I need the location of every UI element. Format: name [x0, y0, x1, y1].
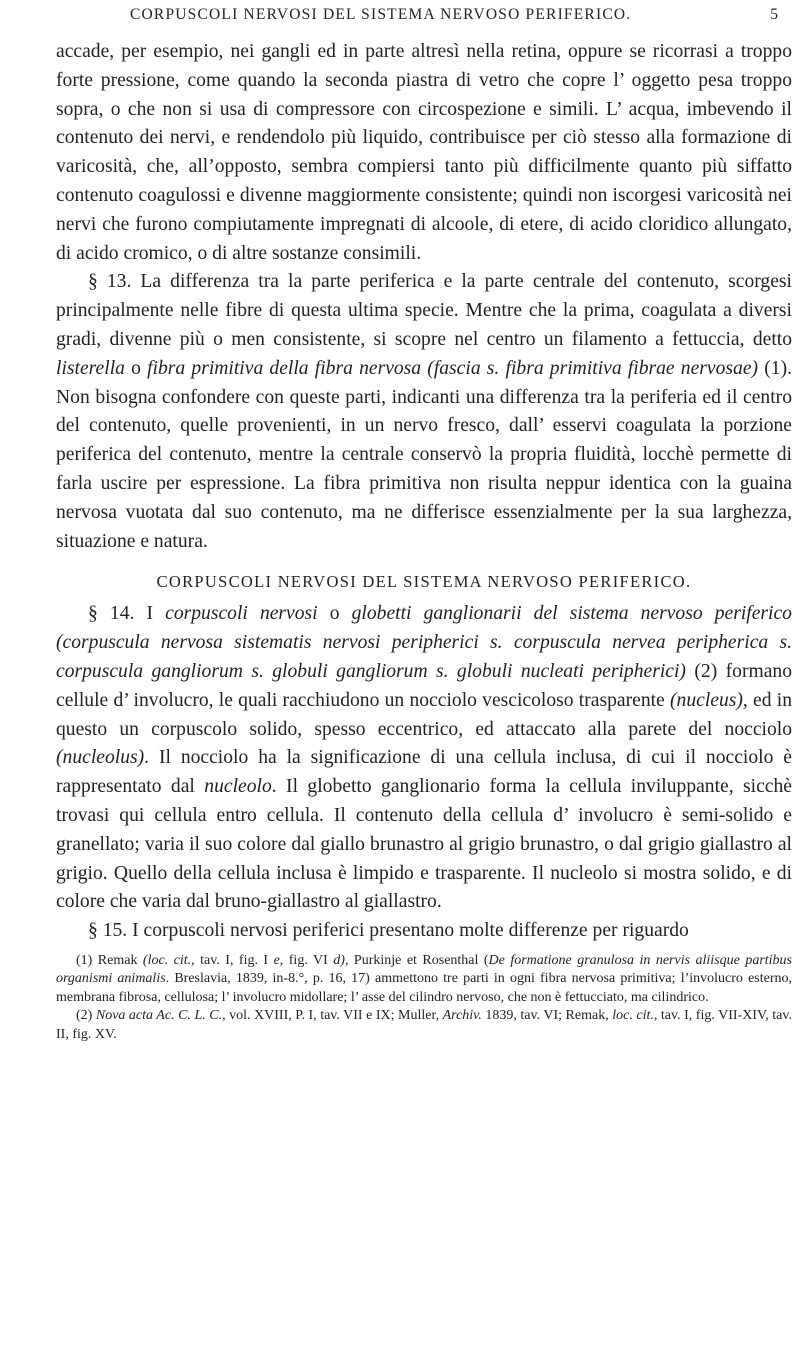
footnote-1 [56, 952, 792, 1008]
italic-term: globetti ganglionarii del sistema nervoso periferico (corpuscula nervosa sistematis nervosi peripherici s. corpuscula nervea peripherica s. corpuscula gangliorum s. globuli gangliorum s. globuli nucleati peripherici) [56, 603, 792, 682]
italic-term: (loc. cit. [142, 952, 192, 968]
text-run: , tav. I, fig. VII-XIV, tav. II, fig. XV. [56, 1008, 792, 1042]
text-run: (2) formano cellule d’ involucro, le quali racchiudono un nocciolo vescicoloso trasparente [56, 660, 792, 711]
text-run: o [124, 357, 148, 379]
italic-term: corpuscoli nervosi [165, 603, 318, 625]
text-run: (2) [76, 1008, 96, 1024]
text-run: . Il nocciolo ha la significazione di una cellula inclusa, di cui il nocciolo è rappresentato dal [56, 747, 792, 798]
italic-term: Nova acta Ac. C. L. C. [95, 1008, 223, 1024]
italic-term: nucleolo [204, 776, 272, 798]
text-run: (1) Remak [76, 952, 143, 968]
italic-term: (nucleolus) [56, 747, 145, 769]
text-run: . Il globetto ganglionario forma la cellula inviluppante, sicchè trovasi qui cellula entro cellula. Il contenuto della cellula d’ involucro è semi-solido e granellato; varia il suo colore dal giallo brunastro al grigio brunastro, o dal grigio giallastro al grigio. Quello della cellula inclusa è limpido e trasparente. Il nucleolo si mostra solido, e di colore che varia dal bruno-giallastro al giallastro. [56, 776, 792, 913]
italic-term: loc. cit. [612, 1008, 654, 1024]
running-head [0, 6, 800, 30]
body-text [56, 38, 792, 1044]
text-run: . Breslavia, 1839, in-8.°, p. 16, 17) ammettono tre parti in ogni fibra nervosa primitiva; l’involucro esterno, membrana fibrosa, cellulosa; l’ involucro midollare; l’ asse del cilindro nervoso, che non è fettucciato, ma cilindrico. [56, 971, 793, 1005]
text-run: § 13. La differenza tra la parte periferica e la parte centrale del contenuto, scorgesi principalmente nelle fibre di questa ultima specie. Mentre che la prima, coagulata a diversi gradi, divenne più o men consistente, si scopre nel centro un filamento a fettuccia, detto [56, 271, 792, 350]
italic-term: De formatione granulosa in nervis aliisque partibus organismi animalis [56, 952, 793, 987]
text-run: , fig. VI [279, 952, 334, 968]
paragraph-section-13 [56, 268, 792, 556]
text-run: , Purkinje et Rosenthal ( [344, 952, 489, 968]
italic-term: (nucleus) [670, 689, 743, 711]
text-run: , vol. XVIII, P. I, tav. VII e IX; Muller, [222, 1008, 443, 1024]
paragraph-continuation: accade, per esempio, nei gangli ed in parte altresì nella retina, oppure se ricorrasi a troppo forte pressione, come quando la seconda piastra di vetro che copre l’ oggetto pesa troppo sopra, o che non si usa di compressore con circospezione e simili. L’ acqua, imbevendo il contenuto dei nervi, e rendendolo più liquido, contribuisce per ciò stesso alla formazione di varicosità, che, all’opposto, sembra compiersi tanto più difficilmente quanto più siffatto contenuto coagulossi e divenne maggiormente consistente; quindi non iscorgesi varicosità nei nervi che furono compiutamente impregnati di alcoole, di etere, di acido cloridico allungato, di acido cromico, o di altre sostanze consimili. [56, 41, 792, 264]
text-run: § 14. I [88, 603, 166, 625]
section-heading: CORPUSCOLI NERVOSI DEL SISTEMA NERVOSO PERIFERICO. [156, 572, 692, 592]
footnote-2 [56, 1007, 792, 1044]
italic-term: listerella [56, 357, 125, 379]
italic-term: Archiv. [442, 1008, 482, 1024]
paragraph-section-15: § 15. I corpuscoli nervosi periferici presentano molte differenze per riguardo [88, 920, 689, 942]
italic-term: d) [333, 952, 345, 968]
italic-term: fibra primitiva della fibra nervosa (fascia s. fibra primitiva fibrae nervosae) [147, 357, 759, 379]
footnotes [56, 952, 792, 1045]
running-head-title: CORPUSCOLI NERVOSI DEL SISTEMA NERVOSO PERIFERICO. [130, 6, 632, 23]
page-number: 5 [770, 6, 778, 23]
italic-term: e [273, 952, 280, 968]
text-run: (1). Non bisogna confondere con queste parti, indicanti una differenza tra la periferia ed il centro del contenuto, quelle provenienti, in un nervo fresco, dall’ esservi coagulata la porzione periferica del contenuto, mentre la centrale conservò la propria fluidità, locchè permette di farla uscire per espressione. La fibra primitiva non risulta neppur identica con la guaina nervosa vuotata dal suo contenuto, ma ne differisce essenzialmente per la sua larghezza, situazione e natura. [56, 357, 793, 552]
text-run: , ed in questo un corpuscolo solido, spesso eccentrico, ed attaccato alla parete del nocciolo [56, 689, 793, 740]
paragraph-section-14 [56, 600, 792, 917]
text-run: o [317, 603, 352, 625]
text-run: , tav. I, fig. I [191, 952, 274, 968]
text-run: 1839, tav. VI; Remak, [481, 1008, 613, 1024]
